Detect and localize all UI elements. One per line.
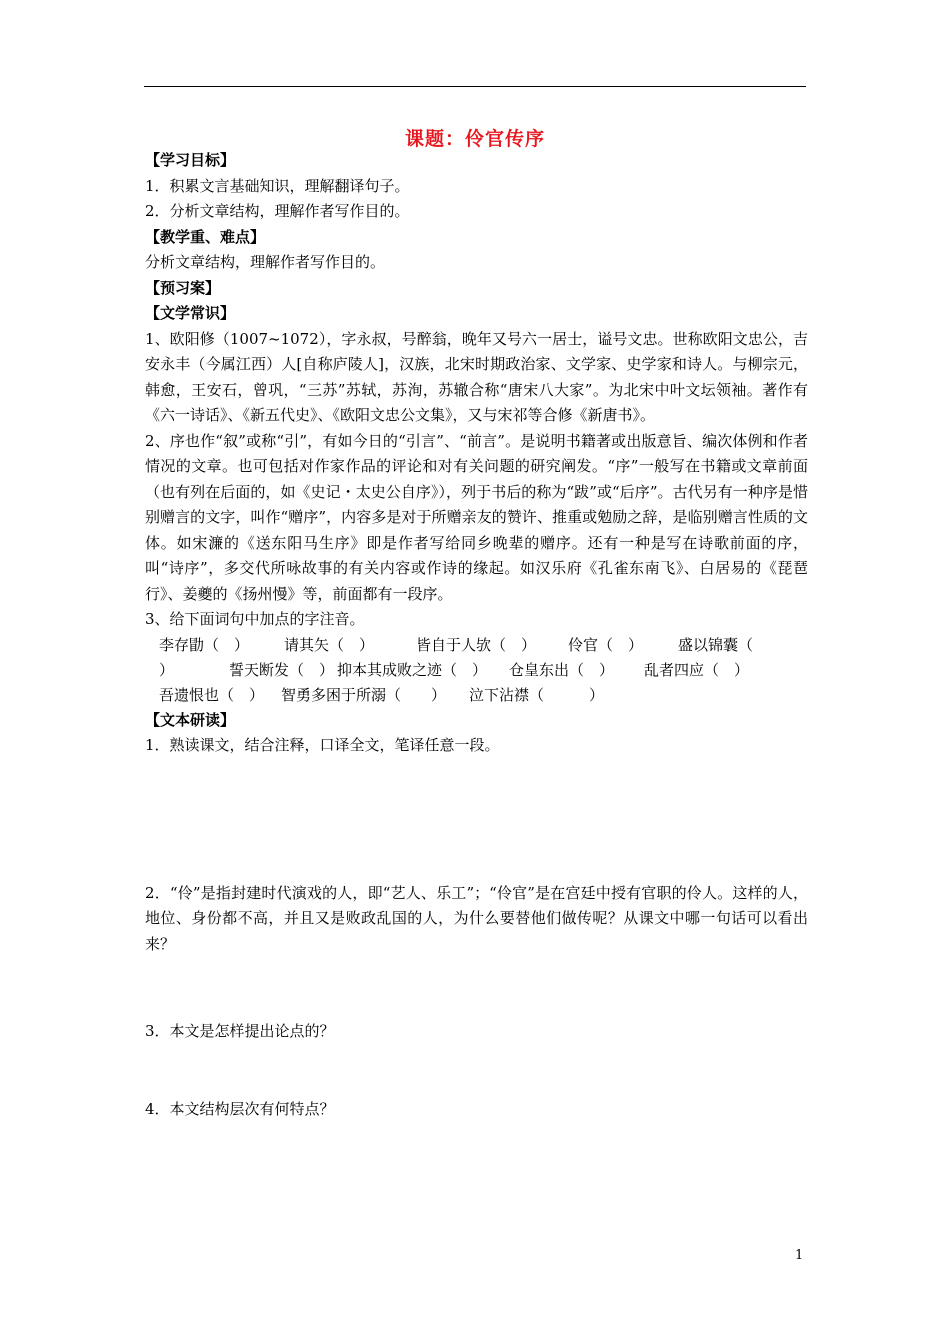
answer-space — [145, 1045, 808, 1097]
section-head-text-study: 【文本研读】 — [145, 710, 236, 729]
pinyin-blank: 盛以锦囊（ — [678, 635, 754, 654]
pinyin-blank: 乱者四应（ ） — [644, 660, 750, 679]
pinyin-blank: 泣下沾襟（ ） — [469, 685, 605, 704]
page-number: 1 — [795, 1248, 804, 1263]
pinyin-blank: 皆自于人欤（ ） — [416, 635, 537, 654]
pinyin-blank: 李存勖（ ） — [159, 635, 250, 654]
literature-item-2: 2、序也作“叙”或称“引”，有如今日的“引言”、“前言”。是说明书籍著或出版意旨、编次体例和作者情况的文章。也可包括对作家作品的评论和对有关问题的研究阐发。“序”一般写在书籍或文章前面（也有列在后面的，如《史记・太史公自序》），列于书后的称为“跋”或“后序”。古代另有一种序是惜别赠言的文字，叫作“赠序”，内容多是对于所赠亲友的赞许、推重或勉励之辞，是临别赠言性质的文体。如宋濂的《送东阳马生序》即是作者写给同乡晚辈的赠序。还有一种是写在诗歌前面的序，叫“诗序”，多交代所咏故事的有关内容或作诗的缘起。如汉乐府《孔雀东南飞》、白居易的《琵琶行》、姜夔的《扬州慢》等，前面都有一段序。 — [145, 431, 808, 603]
goal-item-2: 2．分析文章结构，理解作者写作目的。 — [145, 202, 410, 220]
literature-item-3: 3、给下面词句中加点的字注音。 — [145, 610, 365, 628]
key-points-text: 分析文章结构，理解作者写作目的。 — [145, 253, 386, 271]
pinyin-exercise — [145, 633, 808, 708]
document-body — [145, 148, 808, 1122]
question-4: 4．本文结构层次有何特点？ — [145, 1099, 335, 1118]
literature-item-1: 1、欧阳修（1007~1072），字永叔，号醉翁，晚年又号六一居士，谥号文忠。世称欧阳文忠公，吉安永丰（今属江西）人[自称庐陵人]，汉族，北宋时期政治家、文学家、史学家和诗人。与柳宗元，韩愈，王安石，曾巩，“三苏”苏轼，苏洵，苏辙合称“唐宋八大家”。为北宋中叶文坛领袖。著作有《六一诗话》、《新五代史》、《欧阳文忠公文集》，又与宋祁等合修《新唐书》。 — [145, 329, 808, 424]
page-title: 课题：伶官传序 — [404, 128, 545, 150]
answer-space — [145, 957, 808, 1019]
question-1: 1．熟读课文，结合注释，口译全文，笔译任意一段。 — [145, 736, 500, 754]
pinyin-row-3 — [159, 683, 808, 708]
pinyin-blank: 仓皇东出（ ） — [509, 660, 615, 679]
pinyin-row-1 — [159, 633, 808, 658]
pinyin-blank: ） — [159, 660, 175, 679]
section-head-preview: 【预习案】 — [145, 278, 221, 297]
pinyin-blank: 智勇多困于所溺（ ） — [281, 685, 447, 704]
question-3: 3．本文是怎样提出论点的？ — [145, 1022, 335, 1040]
section-head-key-points: 【教学重、难点】 — [145, 227, 266, 246]
section-head-goals: 【学习目标】 — [145, 151, 236, 169]
pinyin-row-2 — [159, 658, 808, 683]
goal-item-1: 1．积累文言基础知识，理解翻译句子。 — [145, 176, 410, 195]
pinyin-blank: 誓天断发（ ） — [229, 660, 335, 679]
pinyin-blank: 吾遗恨也（ ） — [159, 685, 265, 704]
section-head-literature: 【文学常识】 — [145, 304, 236, 322]
pinyin-blank: 抑本其成败之迹（ ） — [337, 660, 488, 679]
header-rule — [144, 86, 806, 87]
answer-space — [145, 759, 808, 881]
pinyin-blank: 请其矢（ ） — [284, 635, 375, 654]
question-2: 2．“伶”是指封建时代演戏的人，即“艺人、乐工”；“伶官”是在宫廷中授有官职的伶人。这样的人，地位、身份都不高，并且又是败政乱国的人，为什么要替他们做传呢？从课文中哪一句话可以看出来？ — [145, 883, 808, 953]
pinyin-blank: 伶官（ ） — [568, 635, 644, 654]
